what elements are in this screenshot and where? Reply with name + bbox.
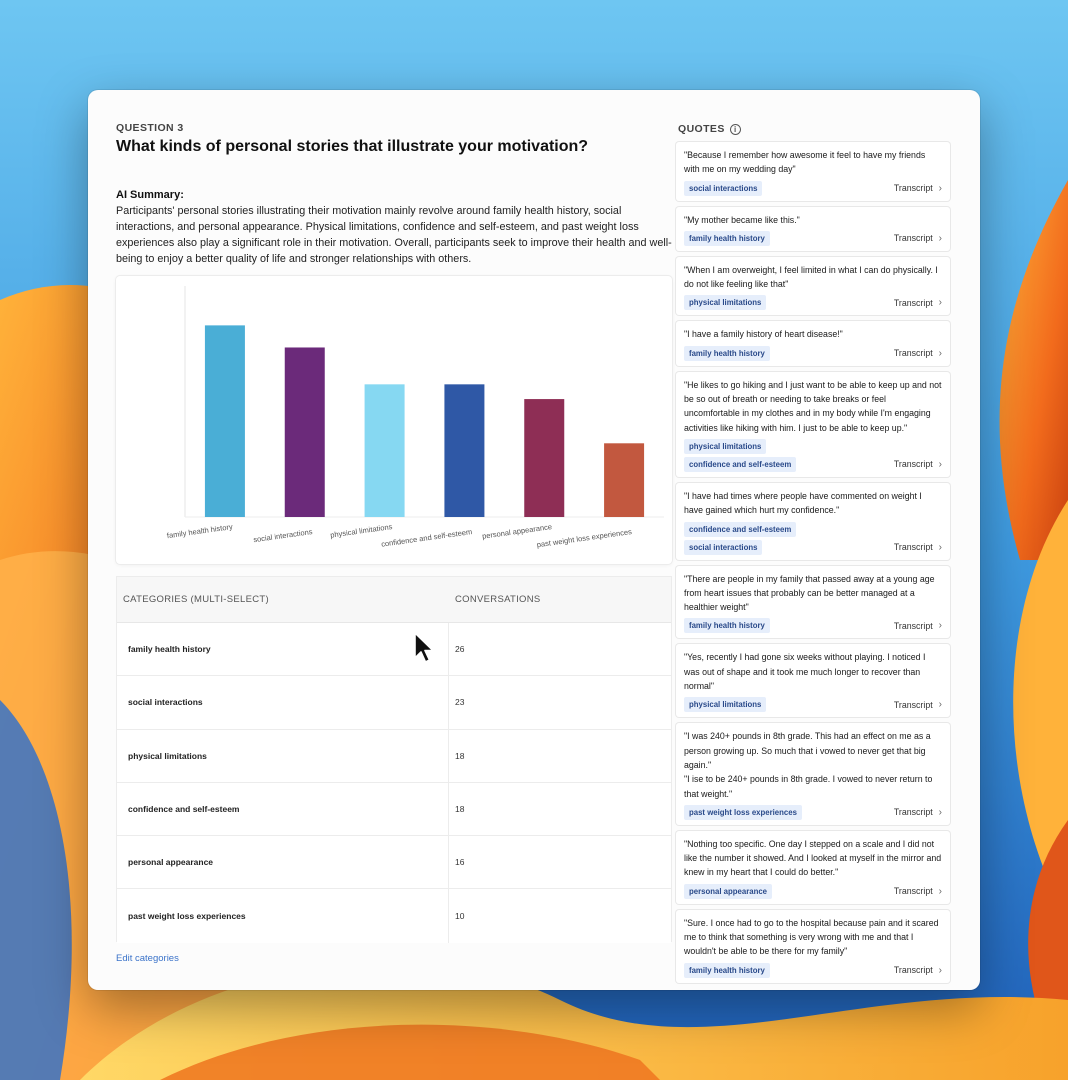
quote-card (676, 566, 950, 639)
x-tick-label: personal appearance (481, 522, 553, 541)
chevron-right-icon: › (938, 347, 942, 359)
transcript-label: Transcript (893, 699, 933, 710)
table-row[interactable] (117, 836, 671, 889)
conversation-count-cell: 23 (455, 697, 465, 708)
bar-past-weight-loss-experiences[interactable] (604, 443, 644, 517)
transcript-link[interactable] (894, 348, 942, 361)
ai-summary-label: AI Summary: (116, 189, 184, 201)
quote-card (676, 483, 950, 560)
category-tag: physical limitations (684, 439, 766, 454)
bar-confidence-and-self-esteem[interactable] (444, 384, 484, 517)
transcript-label: Transcript (893, 183, 933, 194)
transcript-link[interactable] (894, 297, 942, 310)
quote-card (676, 257, 950, 316)
quote-card (676, 831, 950, 904)
bar-chart (116, 276, 672, 564)
transcript-link[interactable] (894, 542, 942, 555)
category-tag: past weight loss experiences (684, 805, 802, 820)
chevron-right-icon: › (938, 620, 942, 632)
category-cell: family health history (117, 623, 449, 675)
bar-family-health-history[interactable] (205, 325, 245, 517)
quote-text: "He likes to go hiking and I just want to be able to keep up and not be so out of breath or needing to take breaks or feel uncomfortable in my clothes and in my body while I'm engaging activities like hiking with him. I just to be able to keep up." (684, 379, 942, 433)
bar-personal-appearance[interactable] (524, 399, 564, 517)
category-tag: social interactions (684, 540, 762, 555)
ai-summary-text: Participants' personal stories illustrating their motivation mainly revolve around family health history, social interactions, and personal appearance. Physical limitations, confidence and self-esteem, and past weight loss experiences also play a significant role in their motivation. Overall, participants seek to improve their health and well-being to enjoy a better quality of life and stronger relationships with others. (116, 205, 672, 265)
chevron-right-icon: › (938, 232, 942, 244)
chevron-right-icon: › (938, 885, 942, 897)
quotes-title: QUOTES (678, 123, 725, 135)
transcript-label: Transcript (893, 233, 933, 244)
transcript-link[interactable] (894, 807, 942, 820)
category-tag: family health history (684, 618, 770, 633)
transcript-link[interactable] (894, 699, 942, 712)
quote-text: "Sure. I once had to go to the hospital because pain and it scared me to think that something is very wrong with me and that I wouldn't be able to be there for my family" (684, 917, 939, 957)
category-tag: family health history (684, 231, 770, 246)
conversation-count-cell: 10 (455, 911, 465, 922)
chevron-right-icon: › (938, 182, 942, 194)
app-window (88, 90, 980, 990)
transcript-link[interactable] (894, 620, 942, 633)
category-cell: personal appearance (117, 836, 449, 888)
transcript-link[interactable] (894, 183, 942, 196)
quote-text: "Nothing too specific. One day I stepped on a scale and I did not like the number it showed. And I looked at myself in the mirror and knew in my heart that I could do better." (684, 838, 942, 878)
conversation-count-cell: 26 (455, 644, 465, 655)
category-tag: family health history (684, 346, 770, 361)
table-row[interactable] (117, 889, 671, 942)
x-tick-label: past weight loss experiences (536, 527, 633, 550)
category-cell: confidence and self-esteem (117, 783, 449, 835)
chevron-right-icon: › (938, 964, 942, 976)
transcript-label: Transcript (893, 965, 933, 976)
chevron-right-icon: › (938, 699, 942, 711)
transcript-link[interactable] (894, 965, 942, 978)
question-title: What kinds of personal stories that illustrate your motivation? (116, 138, 589, 155)
quote-card (676, 142, 950, 201)
table-row[interactable] (117, 783, 671, 836)
category-tag: confidence and self-esteem (684, 457, 796, 472)
quote-card (676, 723, 950, 824)
transcript-label: Transcript (893, 348, 933, 359)
quote-text: "When I am overweight, I feel limited in what I can do physically. I do not like feeling like that" (684, 264, 938, 290)
transcript-link[interactable] (894, 233, 942, 246)
category-tag: physical limitations (684, 295, 766, 310)
quote-text: "I have a family history of heart disease!" (684, 329, 843, 340)
table-row[interactable] (117, 623, 671, 676)
mouse-cursor-icon (414, 632, 438, 666)
table-header (117, 577, 671, 623)
quote-card (676, 644, 950, 717)
transcript-label: Transcript (893, 807, 933, 818)
quote-text: "Because I remember how awesome it feel to have my friends with me on my wedding day" (684, 150, 926, 175)
table-row[interactable] (117, 730, 671, 783)
categories-column-header[interactable]: CATEGORIES (MULTI-SELECT) (123, 594, 269, 605)
quote-text: "I have had times where people have commented on weight I have gained which hurt my confidence." (684, 490, 922, 516)
conversations-column-header[interactable]: CONVERSATIONS (455, 594, 541, 605)
question-panel (116, 122, 672, 964)
x-tick-label: physical limitations (329, 522, 393, 540)
chevron-right-icon: › (938, 541, 942, 553)
category-tag: confidence and self-esteem (684, 522, 796, 537)
bar-physical-limitations[interactable] (365, 384, 405, 517)
transcript-label: Transcript (893, 542, 933, 553)
x-tick-label: confidence and self-esteem (380, 527, 473, 549)
quote-card (676, 910, 950, 983)
conversation-count-cell: 16 (455, 857, 465, 868)
quote-text: "Yes, recently I had gone six weeks without playing. I noticed I was out of shape and it took me much longer to recover than normal" (684, 652, 926, 692)
transcript-label: Transcript (893, 297, 933, 308)
transcript-link[interactable] (894, 459, 942, 472)
info-icon[interactable]: i (730, 124, 741, 135)
edit-categories-link[interactable]: Edit categories (116, 953, 179, 964)
category-tag: physical limitations (684, 697, 766, 712)
quotes-panel (676, 122, 952, 976)
category-cell: past weight loss experiences (117, 889, 449, 942)
x-tick-label: social interactions (252, 527, 314, 545)
categories-table (116, 576, 672, 942)
conversation-count-cell: 18 (455, 804, 465, 815)
quote-text: "I was 240+ pounds in 8th grade. This had an effect on me as a person growing up. So much that i vowed to never get that big again." "I ise to be 240+ pounds in 8th grade. I vowed to never return to that weight." (684, 731, 933, 799)
conversation-count-cell: 18 (455, 750, 465, 761)
category-tag: family health history (684, 963, 770, 978)
chevron-right-icon: › (938, 806, 942, 818)
transcript-label: Transcript (893, 620, 933, 631)
category-cell: physical limitations (117, 730, 449, 782)
category-cell: social interactions (117, 676, 449, 728)
quotes-list[interactable] (676, 142, 952, 983)
quotes-header (678, 122, 952, 136)
chevron-right-icon: › (938, 297, 942, 309)
transcript-label: Transcript (893, 459, 933, 470)
category-tag: social interactions (684, 181, 762, 196)
transcript-label: Transcript (893, 886, 933, 897)
x-tick-label: family health history (166, 522, 234, 541)
transcript-link[interactable] (894, 886, 942, 899)
quote-card (676, 372, 950, 477)
question-label: QUESTION 3 (116, 122, 184, 134)
bar-chart-card (116, 276, 672, 564)
bar-social-interactions[interactable] (285, 347, 325, 517)
chevron-right-icon: › (938, 458, 942, 470)
table-row[interactable] (117, 676, 671, 729)
category-tag: personal appearance (684, 884, 772, 899)
quote-card (676, 207, 950, 251)
quote-card (676, 321, 950, 365)
quote-text: "My mother became like this." (684, 214, 800, 225)
quote-text: "There are people in my family that passed away at a young age from heart issues that probably can be better managed at a healthier weight" (684, 573, 935, 613)
